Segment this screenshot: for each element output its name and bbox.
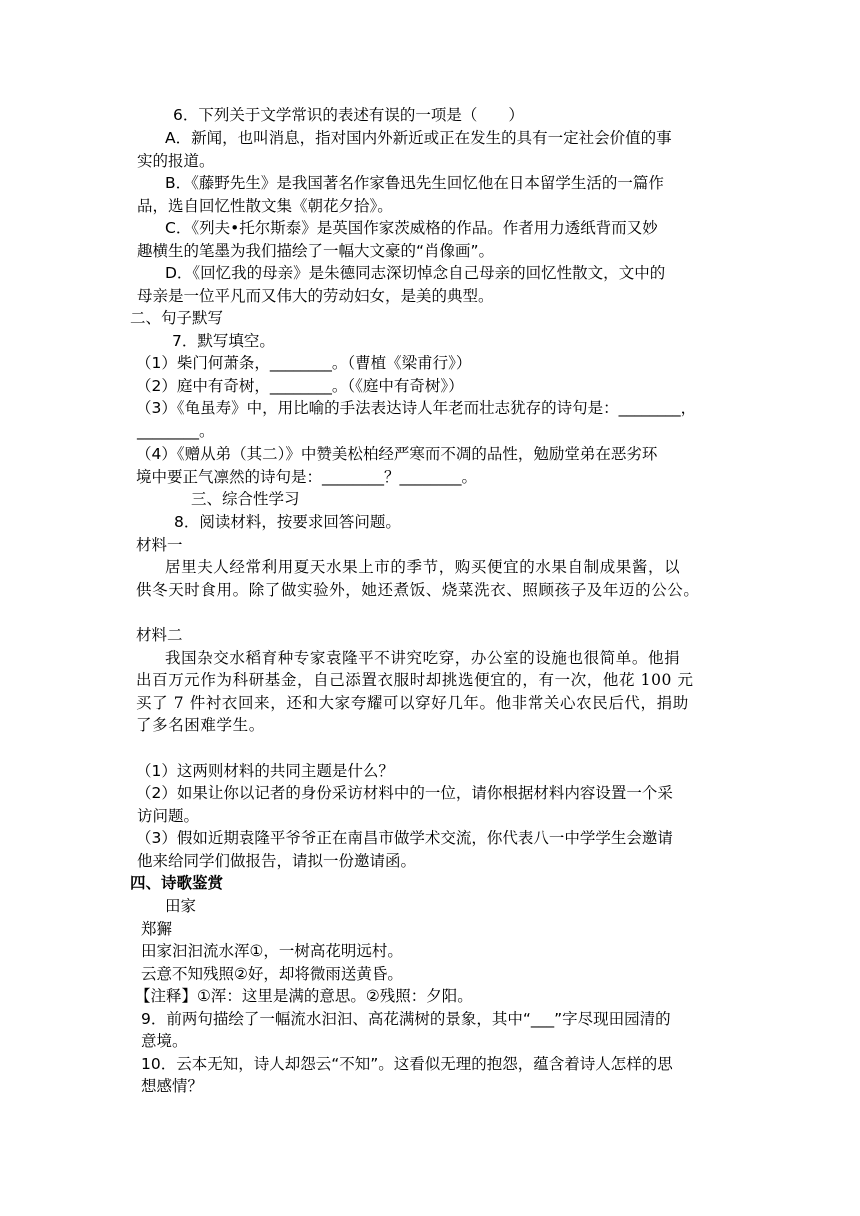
q6-option-c-line1: C．《列夫•托尔斯泰》是英国作家茨威格的作品。作者用力透纸背而又妙 [165, 219, 658, 237]
q6-option-c-line2: 趣横生的笔墨为我们描绘了一幅大文豪的“肖像画”。 [137, 242, 495, 260]
q6-option-d-line1: D．《回忆我的母亲》是朱德同志深切悼念自己母亲的回忆性散文，文中的 [165, 264, 666, 282]
q6-stem: 6．下列关于文学常识的表述有误的一项是（ ） [173, 106, 524, 124]
poem-title: 田家 [165, 897, 197, 915]
q7-item4-line1: （4）《赠从弟（其二）》中赞美松柏经严寒而不凋的品性，勉励堂弟在恶劣环 [136, 445, 658, 463]
poem-note: 【注释】①浑：这里是满的意思。②残照：夕阳。 [135, 987, 473, 1005]
material1-title: 材料一 [136, 536, 183, 554]
q9-text-before: 9．前两句描绘了一幅流水汩汩、高花满树的景象，其中“ [141, 1010, 531, 1028]
q7-item1: （1）柴门何萧条，________。（曹植《梁甫行》） [136, 354, 472, 372]
q6-option-d-line2: 母亲是一位平凡而又伟大的劳动妇女，是美的典型。 [137, 287, 494, 305]
q10-line2: 想感情？ [141, 1077, 204, 1095]
q9-text-after: ”字尽现田园清的 [554, 1010, 671, 1028]
material1-line1: 居里夫人经常利用夏天水果上市的季节，购买便宜的水果自制成果酱，以 [165, 558, 681, 576]
q7-item3-line1: （3）《龟虽寿》中，用比喻的手法表达诗人年老而壮志犹存的诗句是：________， [136, 399, 697, 417]
section3-heading: 三、综合性学习 [191, 490, 300, 508]
section2-heading: 二、句子默写 [130, 309, 224, 327]
q7-stem: 7．默写填空。 [172, 332, 275, 350]
q9-line1 [141, 1008, 671, 1030]
material1-line2: 供冬天时食用。除了做实验外，她还煮饭、烧菜洗衣、照顾孩子及年迈的公公。 [136, 581, 700, 599]
q8-sub3-line1: （3）假如近期袁隆平爷爷正在南昌市做学术交流，你代表八一中学学生会邀请 [136, 829, 673, 847]
material2-line4: 了多名困难学生。 [136, 716, 265, 734]
q6-option-a-line1: A．新闻，也叫消息，指对国内外新近或正在发生的具有一定社会价值的事 [165, 129, 672, 147]
material2-title: 材料二 [136, 626, 183, 644]
q8-sub3-line2: 他来给同学们做报告，请拟一份邀请函。 [137, 852, 417, 870]
material2-line3: 买了 7 件衬衣回来，还和大家夸耀可以穿好几年。他非常关心农民后代，捐助 [136, 694, 689, 712]
material2-line1: 我国杂交水稻育种专家袁隆平不讲究吃穿，办公室的设施也很简单。他捐 [165, 649, 681, 667]
poem-author: 郑獬 [141, 920, 173, 938]
poem-line2: 云意不知残照②好，却将微雨送黄昏。 [141, 965, 403, 983]
q7-item3-line2: ________。 [137, 422, 215, 440]
section4-heading: 四、诗歌鉴赏 [130, 874, 224, 892]
q6-option-b-line1: B．《藤野先生》是我国著名作家鲁迅先生回忆他在日本留学生活的一篇作 [165, 174, 664, 192]
q8-sub2-line1: （2）如果让你以记者的身份采访材料中的一位，请你根据材料内容设置一个采 [136, 784, 673, 802]
q7-item2: （2）庭中有奇树，________。（《庭中有奇树》） [136, 377, 464, 395]
q8-sub2-line2: 访问题。 [137, 807, 200, 825]
q8-sub1: （1）这两则材料的共同主题是什么？ [136, 762, 394, 780]
q9-blank: ___ [530, 1010, 555, 1028]
poem-line1: 田家汩汩流水浑①，一树高花明远村。 [141, 942, 403, 960]
q10-line1: 10．云本无知，诗人却怨云“不知”。这看似无理的抱怨，蕴含着诗人怎样的思 [141, 1055, 673, 1073]
q8-stem: 8．阅读材料，按要求回答问题。 [174, 513, 401, 531]
q6-option-b-line2: 品，选自回忆性散文集《朝花夕拾》。 [137, 197, 393, 215]
q6-option-a-line2: 实的报道。 [137, 152, 215, 170]
material2-line2: 出百万元作为科研基金，自己添置衣服时却挑选便宜的，有一次，他花 100 元 [136, 671, 694, 689]
q9-line2: 意境。 [141, 1032, 188, 1050]
q7-item4-line2: 境中要正气凛然的诗句是：________？________。 [136, 468, 478, 486]
